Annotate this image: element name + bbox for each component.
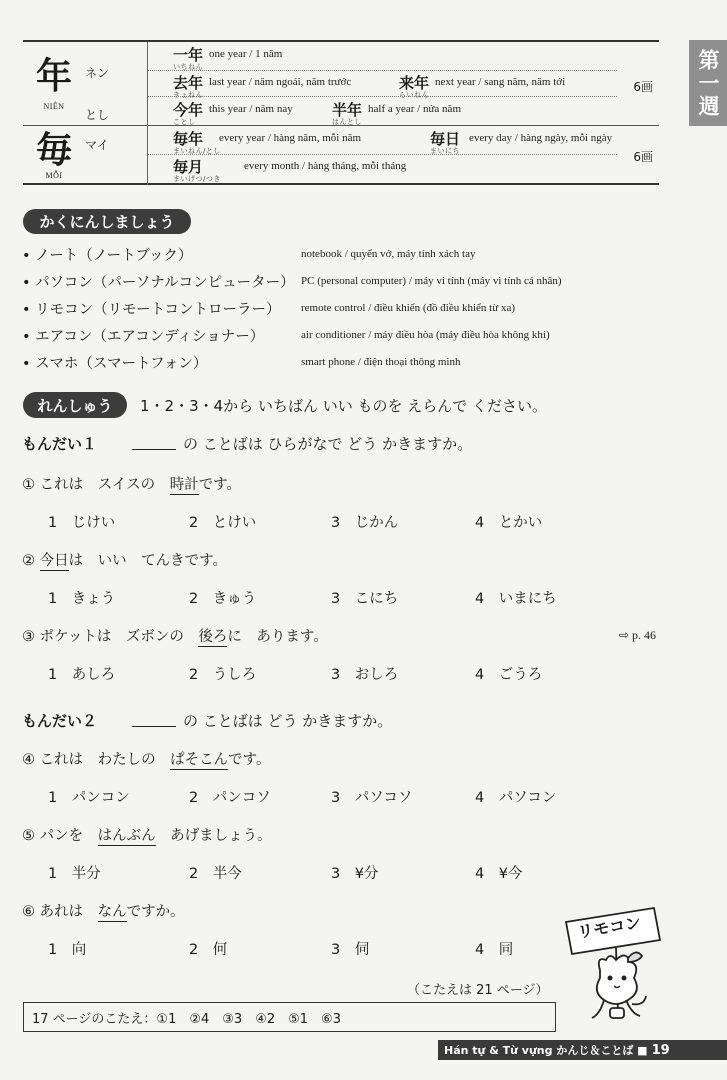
vocab-meaning: one year / 1 năm xyxy=(209,48,283,60)
term-meaning: notebook / quyển vở, máy tính xách tay xyxy=(301,248,476,260)
question-number: ① xyxy=(22,477,35,493)
target-word: 時計 xyxy=(169,477,199,493)
question-post: あげましょう。 xyxy=(155,828,272,844)
previous-answers-text: 17 ページのこたえ：①1 ②4 ③3 ④2 ⑤1 ⑥3 xyxy=(32,1011,341,1027)
question-post: ですか。 xyxy=(126,904,185,920)
kanji-row-nen xyxy=(23,42,659,126)
vocab-word: 毎日 xyxy=(430,130,461,148)
question-number: ⑤ xyxy=(22,828,35,844)
renshu-heading: れんしゅう xyxy=(23,392,127,418)
mascot-sign-text: リモコン xyxy=(576,912,643,942)
page-number: 19 xyxy=(651,1042,670,1058)
blank-line xyxy=(132,449,176,450)
vocab-word: 去年 xyxy=(173,74,204,92)
kanji-viet-reading: NIÊN xyxy=(43,102,65,111)
kanji-character: 年 xyxy=(35,55,72,97)
stroke-count: 6画 xyxy=(633,150,653,164)
mondai-1-text: の ことばは ひらがなで どう かきますか。 xyxy=(183,435,473,453)
dotted-divider xyxy=(147,96,617,97)
vocab-word: 今年 xyxy=(173,101,204,119)
katakana-term: • パソコン（パーソナルコンピューター） xyxy=(22,275,295,291)
kakunin-heading: かくにんしましょう xyxy=(23,209,191,234)
target-word: はんぶん xyxy=(97,828,156,844)
answer-option[interactable]: 3 こにち xyxy=(331,591,399,607)
vocab-furigana: まいにち xyxy=(430,147,460,155)
answer-option[interactable]: 4 いまにち xyxy=(475,591,557,607)
exercise-instruction: 1・2・3・4から いちばん いい ものを えらんで ください。 xyxy=(140,397,548,415)
target-word: なん xyxy=(97,904,127,920)
vocab-meaning: every day / hàng ngày, mỗi ngày xyxy=(469,132,613,144)
question-post: です。 xyxy=(228,752,271,768)
answer-option[interactable]: 1 きょう xyxy=(48,591,116,607)
question-3 xyxy=(22,625,328,646)
page-reference: ⇨ p. 46 xyxy=(619,628,657,642)
vocab-word: 来年 xyxy=(399,74,430,92)
answer-option[interactable]: 2 何 xyxy=(189,942,228,958)
question-1 xyxy=(22,473,241,494)
answer-option[interactable]: 4 ¥今 xyxy=(475,866,523,882)
answer-option[interactable]: 1 パンコン xyxy=(48,790,130,806)
question-5 xyxy=(22,824,272,845)
on-reading: ネン xyxy=(85,66,110,80)
vocab-furigana: いちねん xyxy=(173,63,203,71)
answer-page-note: （こたえは 21 ページ） xyxy=(407,983,549,998)
answer-option[interactable]: 4 とかい xyxy=(475,515,543,531)
answer-option[interactable]: 4 同 xyxy=(475,942,514,958)
kanji-table xyxy=(23,40,659,185)
mondai-1-title: もんだい１ xyxy=(22,435,98,453)
answer-option[interactable]: 2 うしろ xyxy=(189,667,257,683)
on-reading: マイ xyxy=(85,138,109,152)
dotted-divider xyxy=(147,70,617,71)
vocab-meaning: last year / năm ngoái, năm trước xyxy=(209,76,352,88)
katakana-term: • ノート（ノートブック） xyxy=(22,248,193,264)
column-divider xyxy=(147,126,148,185)
week-tab: 第一週 xyxy=(689,40,727,126)
vocab-meaning: half a year / nửa năm xyxy=(368,103,462,115)
page-footer xyxy=(438,1040,727,1060)
answer-option[interactable]: 2 半今 xyxy=(189,866,242,882)
answer-option[interactable]: 2 パンコソ xyxy=(189,790,271,806)
question-pre: これは スイスの xyxy=(39,477,170,493)
vocab-furigana: まいねん/とし xyxy=(173,147,221,155)
kanji-row-mai xyxy=(23,126,659,185)
footer-label: Hán tự & Từ vựng かんじ＆ことば ■ xyxy=(444,1044,648,1057)
term-meaning: smart phone / điện thoại thông minh xyxy=(301,356,461,368)
kanji-character: 毎 xyxy=(35,129,72,171)
katakana-term: • エアコン（エアコンディショナー） xyxy=(22,329,265,345)
target-word: ぱそこん xyxy=(170,752,229,768)
question-pre: ポケットは ズボンの xyxy=(39,629,199,645)
vocab-furigana: らいねん xyxy=(399,91,429,99)
question-pre: これは わたしの xyxy=(39,752,171,768)
katakana-term: • リモコン（リモートコントローラー） xyxy=(22,302,281,318)
question-pre: あれは xyxy=(39,904,98,920)
kanji-viet-reading: MỖI xyxy=(45,171,63,180)
question-number: ② xyxy=(22,553,35,569)
target-word: 後ろ xyxy=(198,629,228,645)
vocab-word: 一年 xyxy=(173,46,204,64)
kun-reading: とし xyxy=(85,108,110,122)
answer-option[interactable]: 2 きゅう xyxy=(189,591,257,607)
stroke-count: 6画 xyxy=(633,80,653,94)
vocab-meaning: this year / năm nay xyxy=(209,103,293,115)
question-6 xyxy=(22,900,185,921)
question-post: に あります。 xyxy=(227,629,328,645)
mondai-2-title: もんだい２ xyxy=(22,712,98,730)
vocab-meaning: every year / hàng năm, mỗi năm xyxy=(219,132,362,144)
katakana-term: • スマホ（スマートフォン） xyxy=(22,356,208,372)
question-2 xyxy=(22,549,227,570)
answer-option[interactable]: 4 パソコン xyxy=(475,790,557,806)
question-post: です。 xyxy=(198,477,242,493)
vocab-furigana: ことし xyxy=(173,118,196,126)
previous-answers-box xyxy=(23,1002,556,1032)
answer-option[interactable]: 3 じかん xyxy=(331,515,399,531)
answer-option[interactable]: 1 あしろ xyxy=(48,667,116,683)
question-number: ③ xyxy=(22,629,35,645)
answer-option[interactable]: 3 パソコソ xyxy=(331,790,413,806)
answer-option[interactable]: 1 向 xyxy=(48,942,87,958)
term-meaning: air conditioner / máy điều hòa (máy điều hòa không khí) xyxy=(301,329,550,341)
question-post: は いい てんきです。 xyxy=(68,553,227,569)
answer-option[interactable]: 4 ごうろ xyxy=(475,667,543,683)
answer-option[interactable]: 3 ¥分 xyxy=(331,866,379,882)
vocab-word: 半年 xyxy=(332,101,363,119)
answer-option[interactable]: 3 伺 xyxy=(331,942,370,958)
mondai-2-text: の ことばは どう かきますか。 xyxy=(183,712,393,730)
column-divider xyxy=(147,42,148,126)
vocab-meaning: every month / hàng tháng, mỗi tháng xyxy=(244,160,407,172)
vocab-word: 毎年 xyxy=(173,130,204,148)
term-meaning: PC (personal computer) / máy vi tính (máy vi tính cá nhân) xyxy=(301,275,562,287)
vocab-furigana: きょねん xyxy=(173,91,203,99)
target-word: 今日 xyxy=(39,553,69,569)
answer-option[interactable]: 1 じけい xyxy=(48,515,116,531)
vocab-word: 毎月 xyxy=(173,158,204,176)
vocab-meaning: next year / sang năm, năm tới xyxy=(435,76,566,88)
question-number: ⑥ xyxy=(22,904,35,920)
answer-option[interactable]: 1 半分 xyxy=(48,866,101,882)
question-4 xyxy=(22,748,270,769)
blank-line xyxy=(132,726,176,727)
vocab-furigana: まいげつ/つき xyxy=(173,175,221,183)
question-pre: パンを xyxy=(39,828,98,844)
answer-option[interactable]: 2 とけい xyxy=(189,515,257,531)
vocab-furigana: はんとし xyxy=(332,118,362,126)
question-number: ④ xyxy=(22,752,35,768)
answer-option[interactable]: 3 おしろ xyxy=(331,667,399,683)
term-meaning: remote control / điều khiển (đồ điều khiển từ xa) xyxy=(301,302,515,314)
